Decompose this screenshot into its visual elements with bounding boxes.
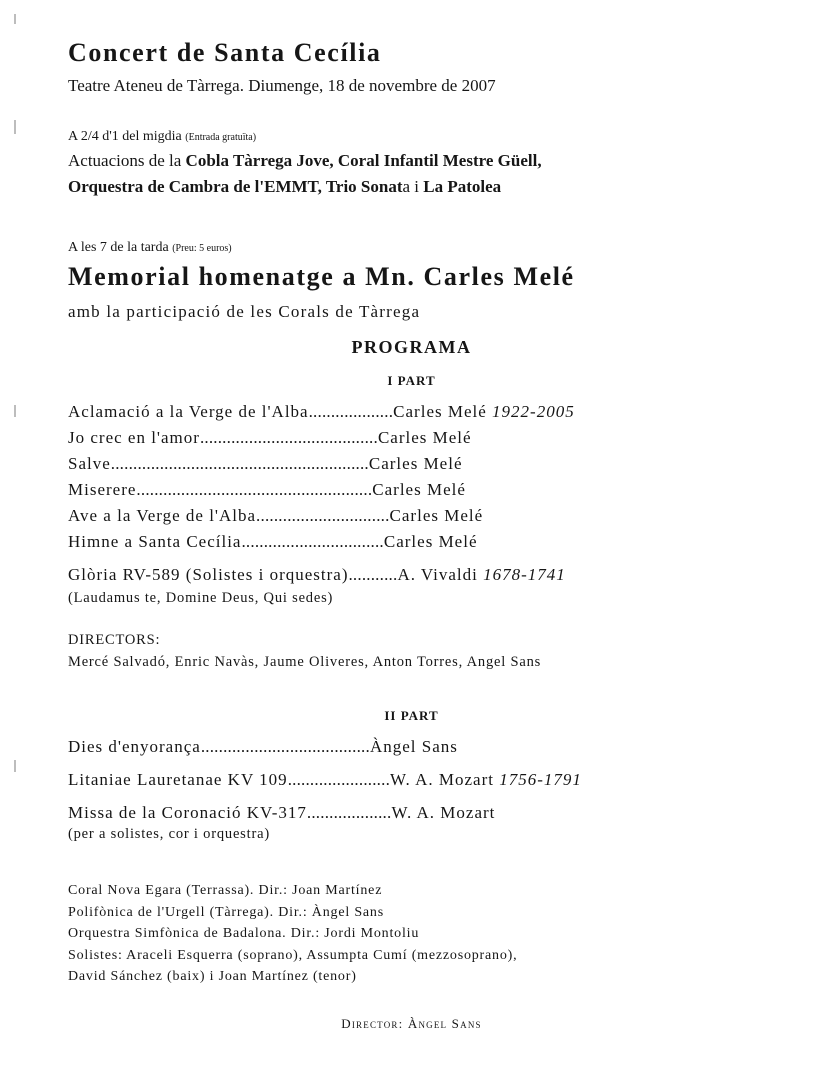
composer-dates: 1922-2005 xyxy=(492,402,575,421)
morning-time-line xyxy=(68,129,256,145)
gloria-note: (Laudamus te, Domine Deus, Qui sedes) xyxy=(68,590,334,606)
work-title: Jo crec en l'amor xyxy=(68,428,200,447)
program-item xyxy=(68,428,472,448)
leader-dots: ...................................... xyxy=(200,737,370,756)
directors-label: DIRECTORS: xyxy=(68,632,161,648)
part-2-heading: II PART xyxy=(384,708,439,723)
missa-note: (per a solistes, cor i orquestra) xyxy=(68,826,270,842)
credits-block xyxy=(68,880,517,988)
morning-groups-2c: La Patolea xyxy=(423,177,502,196)
leader-dots: ................... xyxy=(306,803,392,822)
evening-price-note: (Preu: 5 euros) xyxy=(172,243,232,254)
composer: Carles Melé xyxy=(368,454,463,473)
composer: Carles Melé xyxy=(393,402,487,421)
composer: W. A. Mozart xyxy=(390,770,494,789)
morning-time: A 2/4 d'1 del migdia xyxy=(68,129,182,144)
program-item xyxy=(68,803,495,823)
credit-line: Polifònica de l'Urgell (Tàrrega). Dir.: Àngel Sans xyxy=(68,904,384,920)
program-item xyxy=(68,532,478,552)
credit-line: Coral Nova Egara (Terrassa). Dir.: Joan Martínez xyxy=(68,883,383,898)
margin-mark xyxy=(14,760,16,772)
program-item xyxy=(68,506,483,526)
margin-mark xyxy=(14,120,16,134)
margin-mark xyxy=(14,405,16,417)
program-item xyxy=(68,565,566,585)
concert-title: Concert de Santa Cecília xyxy=(68,38,382,67)
morning-prefix: Actuacions de la xyxy=(68,151,182,170)
work-title: Litaniae Lauretanae KV 109 xyxy=(68,770,288,789)
work-title: Ave a la Verge de l'Alba xyxy=(68,506,257,525)
program-item xyxy=(68,480,466,500)
work-title: Dies d'enyorança xyxy=(68,737,201,756)
composer: Carles Melé xyxy=(389,506,484,525)
credit-line: Solistes: Araceli Esquerra (soprano), Assumpta Cumí (mezzosoprano), xyxy=(68,947,518,963)
morning-groups-2b: a i xyxy=(402,177,420,196)
programa-heading: PROGRAMA xyxy=(351,337,472,357)
work-title: Missa de la Coronació KV-317 xyxy=(68,803,307,822)
leader-dots: ................................ xyxy=(241,532,384,551)
leader-dots: ........... xyxy=(348,565,398,584)
memorial-title: Memorial homenatge a Mn. Carles Melé xyxy=(68,262,575,291)
memorial-subtitle: amb la participació de les Corals de Tàrrega xyxy=(68,302,421,321)
morning-performers-line-1 xyxy=(68,148,542,174)
composer: Àngel Sans xyxy=(369,737,458,756)
credit-line: Orquestra Simfònica de Badalona. Dir.: Jordi Montoliu xyxy=(68,926,420,941)
program-item xyxy=(68,770,582,790)
morning-performers-line-2 xyxy=(68,174,501,200)
program-item xyxy=(68,737,458,757)
work-title: Aclamació a la Verge de l'Alba xyxy=(68,402,309,421)
leader-dots: ................... xyxy=(308,402,394,421)
program-item xyxy=(68,402,575,422)
morning-groups-1: Cobla Tàrrega Jove, Coral Infantil Mestre Güell, xyxy=(185,151,542,170)
composer: Carles Melé xyxy=(383,532,478,551)
margin-mark xyxy=(14,14,16,24)
work-title: Salve xyxy=(68,454,111,473)
part-1-heading: I PART xyxy=(387,373,436,388)
evening-time-line xyxy=(68,240,232,256)
composer-dates: 1678-1741 xyxy=(483,565,566,584)
composer: Carles Melé xyxy=(377,428,472,447)
work-title: Himne a Santa Cecília xyxy=(68,532,242,551)
leader-dots: .............................. xyxy=(256,506,390,525)
directors-list: Mercé Salvadó, Enric Navàs, Jaume Oliveres, Anton Torres, Angel Sans xyxy=(68,654,542,670)
leader-dots: ..................................................... xyxy=(136,480,373,499)
work-title: Glòria RV-589 (Solistes i orquestra) xyxy=(68,565,349,584)
program-item xyxy=(68,454,463,474)
work-title: Miserere xyxy=(68,480,137,499)
composer: Carles Melé xyxy=(372,480,466,499)
composer: A. Vivaldi xyxy=(397,565,478,584)
morning-groups-2a: Orquestra de Cambra de l'EMMT, Trio Sonat xyxy=(68,177,403,196)
leader-dots: ........................................ xyxy=(199,428,378,447)
main-director: Director: Àngel Sans xyxy=(341,1016,482,1031)
concert-venue-date: Teatre Ateneu de Tàrrega. Diumenge, 18 de novembre de 2007 xyxy=(68,76,496,95)
leader-dots: .......................................................... xyxy=(110,454,369,473)
credit-line: David Sánchez (baix) i Joan Martínez (tenor) xyxy=(68,969,357,984)
evening-time: A les 7 de la tarda xyxy=(68,240,169,255)
composer-dates: 1756-1791 xyxy=(499,770,582,789)
leader-dots: ....................... xyxy=(287,770,391,789)
morning-entry-note: (Entrada gratuïta) xyxy=(185,132,257,143)
composer: W. A. Mozart xyxy=(391,803,496,822)
